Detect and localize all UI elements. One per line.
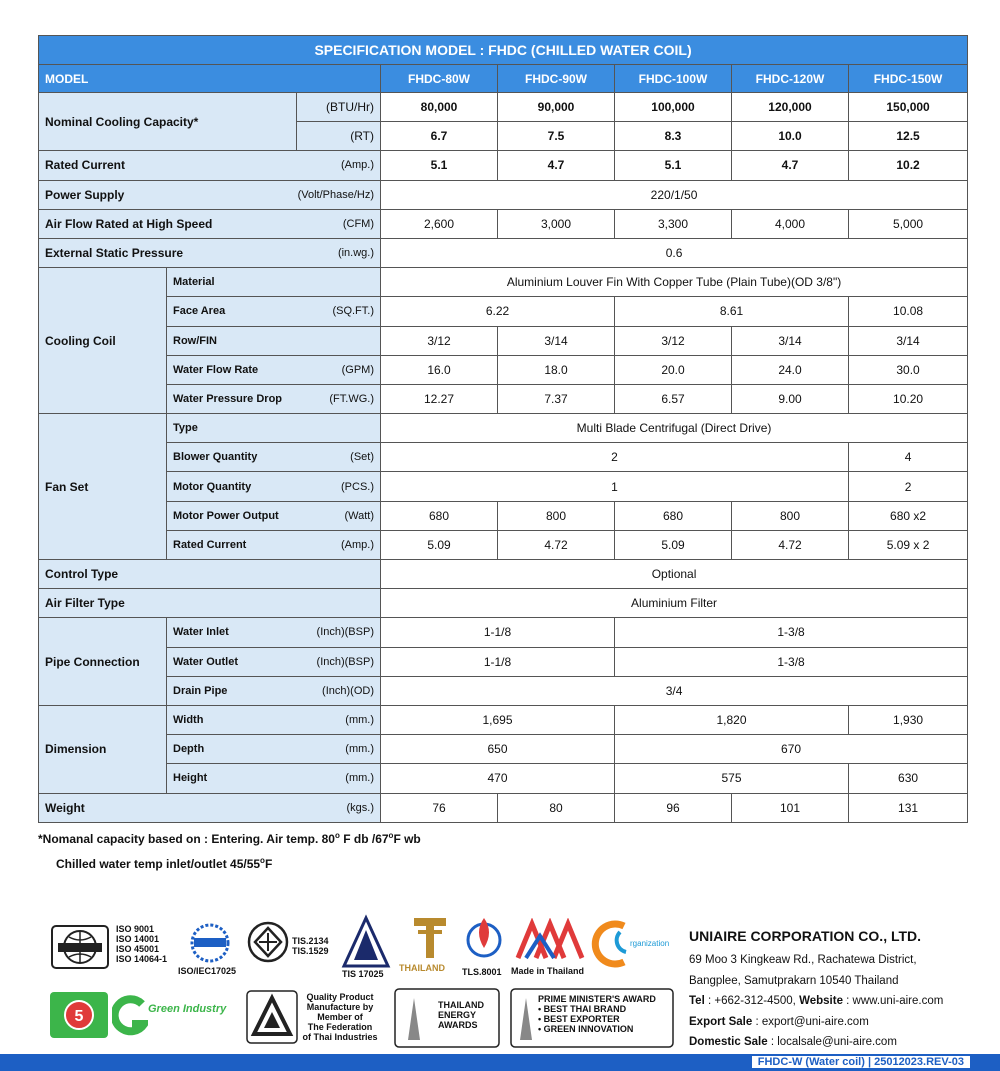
cell: 12.27 [381, 384, 498, 413]
cell: 0.6 [381, 238, 968, 267]
cell: 5.09 [615, 530, 732, 559]
tis17025-logo-icon [338, 914, 394, 970]
row-label: Water Pressure Drop [173, 392, 283, 405]
row-unit: (mm.) [345, 743, 374, 756]
cell: 650 [381, 735, 615, 764]
row-label: Height [173, 772, 208, 785]
cell: 1-3/8 [615, 647, 968, 676]
table-row [39, 268, 968, 297]
cell: 80,000 [381, 93, 498, 122]
cell: 131 [849, 793, 968, 822]
domestic-email-link[interactable]: : localsale@uni-aire.com [767, 1036, 897, 1048]
row-unit: (kgs.) [346, 801, 374, 814]
cell: 101 [732, 793, 849, 822]
table-row [39, 676, 968, 705]
cell: 470 [381, 764, 615, 793]
cell: 10.0 [732, 122, 849, 151]
table-row [39, 93, 968, 122]
group-label: Cooling Coil [39, 268, 167, 414]
row-unit: (Amp.) [341, 159, 374, 172]
cell: 2 [381, 443, 849, 472]
row-unit: (PCS.) [341, 480, 374, 493]
address-line-1: 69 Moo 3 Kingkeaw Rd., Rachatewa District, [689, 954, 917, 966]
svg-text:5: 5 [74, 1008, 84, 1025]
cell: 1 [381, 472, 849, 501]
cell: 120,000 [732, 93, 849, 122]
cell: 2,600 [381, 209, 498, 238]
cell: 575 [615, 764, 849, 793]
cell: 4.7 [732, 151, 849, 180]
tis-numbers: TIS.2134 TIS.1529 [292, 936, 329, 956]
table-row [39, 297, 968, 326]
fti-logo-icon [246, 990, 298, 1044]
cell: 4 [849, 443, 968, 472]
export-email-link[interactable]: : export@uni-aire.com [752, 1015, 869, 1028]
energy-awards-text: THAILAND ENERGY AWARDS [438, 1000, 484, 1030]
footnote-capacity: *Nomanal capacity based on : Entering. Air temp. 80$^o$ F db /67$^o$F wb [38, 831, 421, 846]
thailand-trust-label: THAILAND [399, 963, 445, 973]
cell: 680 x2 [849, 501, 968, 530]
cell: 5.1 [615, 151, 732, 180]
cell: 4.7 [498, 151, 615, 180]
iso-list: ISO 9001 ISO 14001 ISO 45001 ISO 14064-1 [116, 924, 168, 964]
model-col-2: FHDC-90W [498, 65, 615, 93]
row-label: Face Area [173, 305, 226, 318]
cell: 3/4 [381, 676, 968, 705]
cell: 7.5 [498, 122, 615, 151]
group-label: Dimension [39, 705, 167, 793]
cell: 76 [381, 793, 498, 822]
thailand-trust-logo-icon [402, 914, 458, 964]
table-row [39, 560, 968, 589]
model-col-3: FHDC-100W [615, 65, 732, 93]
website-link[interactable]: : www.uni-aire.com [842, 995, 944, 1007]
row-unit: (Inch)(BSP) [316, 655, 374, 668]
svg-text:rganization: rganization [630, 939, 670, 948]
row-label: Depth [173, 743, 205, 756]
address-line-2: Bangplee, Samutprakarn 10540 Thailand [689, 974, 899, 987]
model-col-1: FHDC-80W [381, 65, 498, 93]
cell: 3/12 [615, 326, 732, 355]
row-label: Control Type [39, 560, 381, 589]
table-row [39, 530, 968, 559]
cell: 3,300 [615, 209, 732, 238]
row-label: Water Inlet [173, 626, 229, 639]
tls-label: TLS.8001 [462, 967, 502, 977]
company-name: UNIAIRE CORPORATION CO., LTD. [689, 928, 922, 944]
table-row [39, 151, 968, 180]
row-unit: (CFM) [342, 217, 374, 230]
prime-minister-award-text: PRIME MINISTER'S AWARD • BEST THAI BRAND • BEST EXPORTER • GREEN INNOVATION [538, 994, 656, 1034]
cell: 800 [732, 501, 849, 530]
row-label: Blower Quantity [173, 451, 258, 464]
cell: 1-3/8 [615, 618, 968, 647]
fti-text: Quality Product Manufacture by Member of The Federation of Thai Industries [302, 992, 378, 1042]
carbon-organization-logo-icon [590, 918, 680, 970]
row-unit: (FT.WG.) [329, 392, 374, 405]
contact-domestic: Domestic Sale : localsale@uni-aire.com [689, 1036, 897, 1048]
cell: 220/1/50 [381, 180, 968, 209]
cell: Aluminium Louver Fin With Copper Tube (Plain Tube)(OD 3/8") [381, 268, 968, 297]
table-row [39, 355, 968, 384]
cell: 9.00 [732, 384, 849, 413]
document-code: FHDC-W (Water coil) | 25012023.REV-03 [752, 1056, 970, 1068]
row-label: Rated Current [45, 158, 126, 173]
cell: 1,820 [615, 705, 849, 734]
row-unit: (RT) [297, 122, 381, 151]
row-unit: (Inch)(OD) [322, 684, 374, 697]
row-label: Water Flow Rate [173, 363, 259, 376]
group-label: Pipe Connection [39, 618, 167, 706]
contact-export: Export Sale : export@uni-aire.com [689, 1015, 869, 1028]
contact-tel: Tel : +662-312-4500, Website : www.uni-aire.com [689, 995, 944, 1007]
row-unit: (Volt/Phase/Hz) [297, 188, 374, 201]
cell: 5.1 [381, 151, 498, 180]
table-row [39, 443, 968, 472]
cell: 1-1/8 [381, 647, 615, 676]
row-label: Drain Pipe [173, 684, 228, 697]
cell: 8.3 [615, 122, 732, 151]
cell: 2 [849, 472, 968, 501]
cell: 3,000 [498, 209, 615, 238]
cell: 3/14 [732, 326, 849, 355]
row-label: Power Supply [45, 187, 125, 202]
row-unit: (Inch)(BSP) [316, 626, 374, 639]
model-col-4: FHDC-120W [732, 65, 849, 93]
cell: 150,000 [849, 93, 968, 122]
masci-logo-icon [50, 922, 110, 972]
table-row [39, 589, 968, 618]
row-unit: (Set) [350, 451, 374, 464]
row-unit: (Watt) [344, 509, 374, 522]
table-row [39, 705, 968, 734]
cell: 4.72 [732, 530, 849, 559]
cell: 18.0 [498, 355, 615, 384]
cell: 7.37 [498, 384, 615, 413]
cell: 24.0 [732, 355, 849, 384]
iso-iec-label: ISO/IEC17025 [178, 966, 237, 976]
cell: 20.0 [615, 355, 732, 384]
table-row [39, 238, 968, 267]
cell: 30.0 [849, 355, 968, 384]
cell: 3/12 [381, 326, 498, 355]
cell: 6.22 [381, 297, 615, 326]
row-unit: (SQ.FT.) [332, 305, 374, 318]
cell: 12.5 [849, 122, 968, 151]
table-row [39, 793, 968, 822]
green-industry-label: Green Industry [148, 1003, 227, 1015]
row-label: Type [167, 414, 381, 443]
row-unit: (GPM) [341, 363, 374, 376]
cell: 6.57 [615, 384, 732, 413]
cell: 800 [498, 501, 615, 530]
cell: 90,000 [498, 93, 615, 122]
cell: 5.09 [381, 530, 498, 559]
cell: 5,000 [849, 209, 968, 238]
company-info [689, 928, 959, 1053]
group-label: Fan Set [39, 414, 167, 560]
cell: 1-1/8 [381, 618, 615, 647]
energy-label-5-icon [48, 990, 110, 1040]
table-row [39, 384, 968, 413]
table-row [39, 209, 968, 238]
green-industry-g-icon [112, 994, 148, 1038]
table-row [39, 735, 968, 764]
ilac-mra-icon [186, 922, 234, 964]
tis17025-label: TIS 17025 [342, 969, 384, 979]
made-in-thailand-logo-icon [514, 918, 586, 962]
cell: 10.20 [849, 384, 968, 413]
footnote-water-temp: Chilled water temp inlet/outlet 45/55$^o$F [56, 856, 273, 871]
row-label: Air Flow Rated at High Speed [45, 216, 213, 231]
spec-table [38, 35, 968, 823]
cell: 680 [381, 501, 498, 530]
cell: 4.72 [498, 530, 615, 559]
table-row [39, 326, 968, 355]
row-label: Nominal Cooling Capacity* [39, 93, 297, 151]
row-label: Motor Quantity [173, 480, 252, 493]
row-unit: (BTU/Hr) [297, 93, 381, 122]
cell: 630 [849, 764, 968, 793]
row-label: Weight [45, 800, 85, 815]
cell: Multi Blade Centrifugal (Direct Drive) [381, 414, 968, 443]
row-label: Row/FIN [167, 326, 381, 355]
model-header: MODEL [39, 65, 381, 93]
table-title: SPECIFICATION MODEL : FHDC (CHILLED WATER COIL) [39, 36, 968, 65]
cell: 80 [498, 793, 615, 822]
tis-mark-icon [246, 920, 290, 964]
cell: 100,000 [615, 93, 732, 122]
cell: 8.61 [615, 297, 849, 326]
cell: 96 [615, 793, 732, 822]
row-label: Rated Current [173, 538, 247, 551]
row-label: Width [173, 714, 204, 727]
table-row [39, 618, 968, 647]
row-unit: (mm.) [345, 714, 374, 727]
cell: Optional [381, 560, 968, 589]
cell: Aluminium Filter [381, 589, 968, 618]
table-row [39, 764, 968, 793]
cell: 6.7 [381, 122, 498, 151]
cell: 680 [615, 501, 732, 530]
cell: 670 [615, 735, 968, 764]
table-row [39, 472, 968, 501]
table-row [39, 501, 968, 530]
row-unit: (Amp.) [341, 538, 374, 551]
tls-logo-icon [462, 912, 506, 962]
cell: 10.2 [849, 151, 968, 180]
cell: 5.09 x 2 [849, 530, 968, 559]
made-in-thailand-label: Made in Thailand [511, 966, 585, 976]
row-unit: (mm.) [345, 772, 374, 785]
cell: 1,930 [849, 705, 968, 734]
cell: 1,695 [381, 705, 615, 734]
table-row [39, 180, 968, 209]
row-label: External Static Pressure [45, 246, 184, 261]
row-label: Material [167, 268, 381, 297]
row-label: Motor Power Output [173, 509, 279, 522]
row-unit: (in.wg.) [337, 247, 374, 260]
row-label: Air Filter Type [39, 589, 381, 618]
cell: 4,000 [732, 209, 849, 238]
table-row [39, 414, 968, 443]
cell: 3/14 [498, 326, 615, 355]
cell: 3/14 [849, 326, 968, 355]
model-col-5: FHDC-150W [849, 65, 968, 93]
cell: 16.0 [381, 355, 498, 384]
table-row [39, 647, 968, 676]
cell: 10.08 [849, 297, 968, 326]
row-label: Water Outlet [173, 655, 238, 668]
